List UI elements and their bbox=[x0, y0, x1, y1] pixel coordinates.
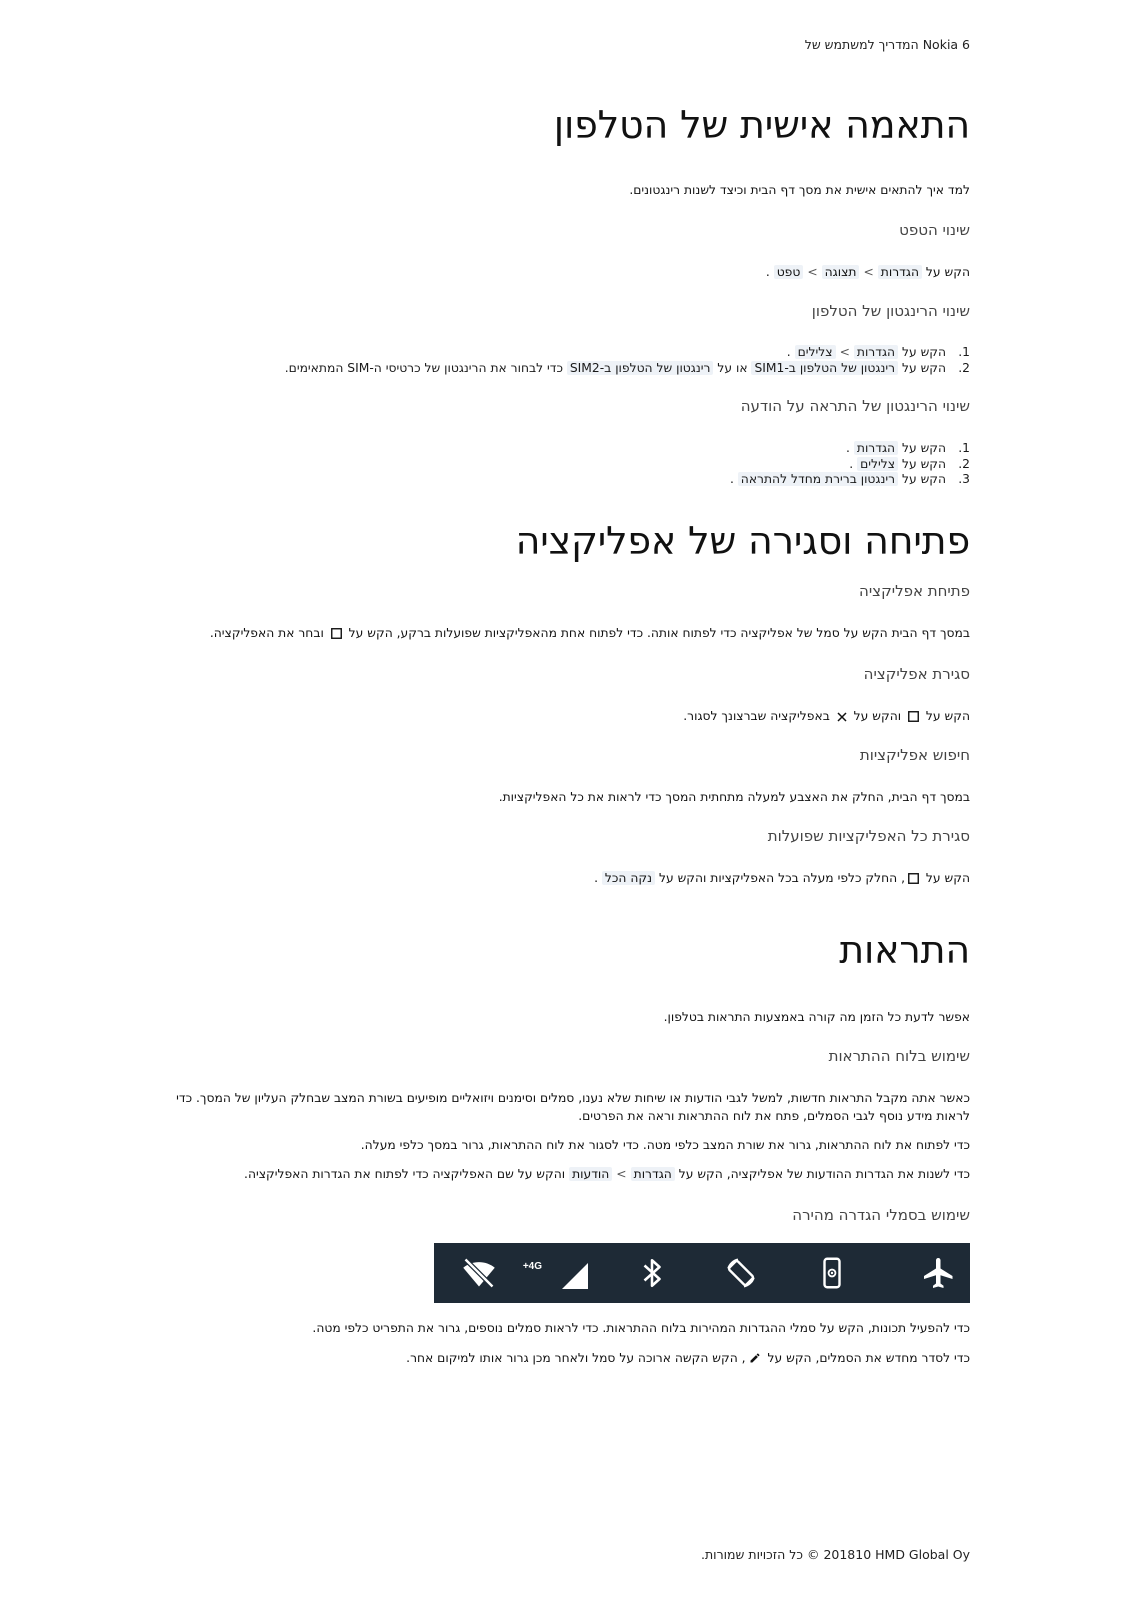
wallpaper-instruction bbox=[766, 263, 970, 281]
signal-4g-icon[interactable] bbox=[522, 1255, 590, 1291]
notification-tone-steps bbox=[730, 441, 970, 488]
end-dot: . bbox=[846, 441, 850, 455]
open-app-text-a: במסך דף הבית הקש על סמל של אפליקציה כדי לפתוח אותה. כדי לפתוח אחת מהאפליקציות שפועלות ברקע, הקש על bbox=[348, 626, 970, 640]
step-number: 3. bbox=[958, 472, 970, 486]
header-device: Nokia 6 bbox=[922, 37, 970, 52]
path-separator: > bbox=[839, 345, 850, 359]
close-app-text-a: הקש על bbox=[925, 709, 970, 723]
wallpaper-heading: שינוי הטפט bbox=[899, 221, 970, 239]
ringtone-steps bbox=[285, 345, 970, 376]
ui-notifications: הודעות bbox=[569, 1167, 612, 1181]
quick-para2 bbox=[406, 1349, 970, 1369]
ui-sim2-ringtone: רינגטון של הטלפון ב-SIM2 bbox=[567, 361, 714, 375]
notifications-intro: אפשר לדעת כל הזמן מה קורה באמצעות התראות בטלפון. bbox=[663, 1010, 970, 1024]
open-app-text bbox=[210, 624, 970, 644]
step-text: כדי לבחור את הרינגטון של כרטיסי ה-SIM המתאימים. bbox=[284, 360, 563, 375]
list-item bbox=[730, 457, 970, 473]
close-all-text bbox=[594, 869, 970, 889]
ui-sounds: צלילים bbox=[795, 345, 836, 359]
quick-settings-bar bbox=[434, 1243, 970, 1303]
tap-text: הקש על bbox=[902, 472, 947, 486]
ui-settings: הגדרות bbox=[854, 345, 898, 359]
list-item bbox=[730, 472, 970, 488]
close-app-text-b: והקש על bbox=[853, 709, 902, 723]
path-separator: > bbox=[616, 1167, 627, 1181]
phone-icon[interactable] bbox=[814, 1255, 850, 1291]
end-dot: . bbox=[765, 265, 770, 279]
notification-tone-heading: שינוי הרינגטון של התראה על הודעה bbox=[740, 397, 970, 415]
panel-para1-line1: כאשר אתה מקבל התראות חדשות, למשל לגבי הודעות או שיחות שלא נענו, סמלים וסימנים ויזואליים מופיעים בשורת המצב שבחלק העליון של המסך. כדי bbox=[176, 1091, 970, 1105]
list-item bbox=[285, 361, 970, 377]
ui-display: תצוגה bbox=[822, 265, 860, 279]
list-item bbox=[730, 441, 970, 457]
page-footer bbox=[701, 1547, 970, 1562]
square-overview-icon bbox=[908, 871, 919, 889]
close-app-text-c: באפליקציה שברצונך לסגור. bbox=[683, 709, 830, 723]
ui-clear-all: נקה הכל bbox=[602, 871, 655, 885]
panel-para2: כדי לפתוח את לוח ההתראות, גרור את שורת המצב כלפי מטה. כדי לסגור את לוח ההתראות, גרור במסך כלפי מעלה. bbox=[360, 1138, 970, 1152]
panel-para1-line2: לראות מידע נוסף לגבי הסמלים, פתח את לוח ההתראות וראה את הפרטים. bbox=[578, 1109, 970, 1123]
document-page bbox=[176, 0, 970, 1600]
panel-para3-a: כדי לשנות את הגדרות ההודעות של אפליקציה, הקש על bbox=[678, 1167, 970, 1181]
page-header bbox=[805, 37, 970, 52]
close-all-text-a: הקש על bbox=[925, 871, 970, 885]
ui-settings: הגדרות bbox=[631, 1167, 675, 1181]
end-dot: . bbox=[729, 472, 734, 486]
airplane-icon[interactable] bbox=[921, 1255, 957, 1291]
personalize-intro: למד איך להתאים אישית את מסך דף הבית וכיצד לשנות רינגטונים. bbox=[629, 183, 970, 197]
find-apps-text: במסך דף הבית, החלק את האצבע למעלה מתחתית המסך כדי לראות את כל האפליקציות. bbox=[498, 790, 970, 804]
notification-panel-heading: שימוש בלוח ההתראות bbox=[828, 1047, 970, 1065]
wifi-off-icon[interactable] bbox=[461, 1255, 497, 1291]
ui-settings: הגדרות bbox=[878, 265, 922, 279]
network-type-label: 4G+ bbox=[522, 1261, 542, 1272]
panel-para3-b: והקש על שם האפליקציה כדי לפתוח את הגדרות האפליקציה. bbox=[244, 1167, 566, 1181]
end-dot: . bbox=[849, 456, 854, 471]
header-guide: המדריך למשתמש של bbox=[804, 37, 919, 52]
square-overview-icon bbox=[331, 626, 342, 644]
section-title-personalize: התאמה אישית של הטלפון bbox=[553, 103, 970, 147]
quick-para2-b: , הקש הקשה ארוכה על סמל ולאחר מכן גרור אותו למיקום אחר. bbox=[406, 1351, 746, 1365]
path-separator: > bbox=[863, 265, 874, 279]
section-title-notifications: התראות bbox=[839, 928, 970, 972]
close-app-heading: סגירת אפליקציה bbox=[863, 665, 970, 683]
end-dot: . bbox=[786, 345, 791, 359]
step-number: 2. bbox=[958, 456, 970, 471]
square-overview-icon bbox=[908, 709, 919, 727]
step-number: 2. bbox=[958, 360, 970, 375]
pencil-edit-icon bbox=[749, 1351, 761, 1369]
section-title-apps: פתיחה וסגירה של אפליקציה bbox=[515, 519, 970, 563]
path-separator: > bbox=[807, 265, 818, 279]
open-app-heading: פתיחת אפליקציה bbox=[859, 582, 970, 600]
end-dot: . bbox=[594, 871, 598, 885]
step-number: 1. bbox=[958, 441, 970, 455]
footer-copyright: © 201810 HMD Global Oy bbox=[806, 1547, 970, 1562]
tap-text: הקש על bbox=[902, 456, 947, 471]
auto-rotate-icon[interactable] bbox=[723, 1255, 759, 1291]
or-text: או על bbox=[717, 360, 748, 375]
list-item bbox=[285, 345, 970, 361]
step-number: 1. bbox=[958, 345, 970, 359]
quick-para1: כדי להפעיל תכונות, הקש על סמלי ההגדרות המהירות בלוח ההתראות. כדי לראות סמלים נוספים, גרור את התפריט כלפי מטה. bbox=[312, 1321, 970, 1335]
tap-text: הקש על bbox=[902, 360, 947, 375]
quick-settings-heading: שימוש בסמלי הגדרה מהירה bbox=[792, 1206, 970, 1224]
find-apps-heading: חיפוש אפליקציות bbox=[859, 746, 970, 764]
ui-sounds: צלילים bbox=[857, 457, 898, 471]
close-all-heading: סגירת כל האפליקציות שפועלות bbox=[767, 827, 970, 845]
tap-text: הקש על bbox=[902, 441, 947, 455]
quick-para2-a: כדי לסדר מחדש את הסמלים, הקש על bbox=[767, 1351, 970, 1365]
footer-rights: כל הזכויות שמורות. bbox=[700, 1547, 803, 1562]
close-x-icon bbox=[837, 709, 847, 727]
panel-para3 bbox=[244, 1165, 970, 1183]
close-all-text-b: , החלק כלפי מעלה בכל האפליקציות והקש על bbox=[658, 871, 905, 885]
open-app-text-b: ובחר את האפליקציה. bbox=[209, 626, 324, 640]
ringtone-heading: שינוי הרינגטון של הטלפון bbox=[811, 302, 970, 320]
bluetooth-icon[interactable] bbox=[634, 1255, 670, 1291]
ui-wallpaper: טפט bbox=[774, 265, 804, 279]
tap-text: הקש על bbox=[902, 345, 947, 359]
ui-default-notification-ringtone: רינגטון ברירת מחדל להתראה bbox=[738, 472, 898, 486]
close-app-text bbox=[683, 707, 970, 727]
tap-text: הקש על bbox=[925, 265, 970, 279]
ui-settings: הגדרות bbox=[854, 441, 898, 455]
ui-sim1-ringtone: רינגטון של הטלפון ב-SIM1 bbox=[751, 361, 898, 375]
